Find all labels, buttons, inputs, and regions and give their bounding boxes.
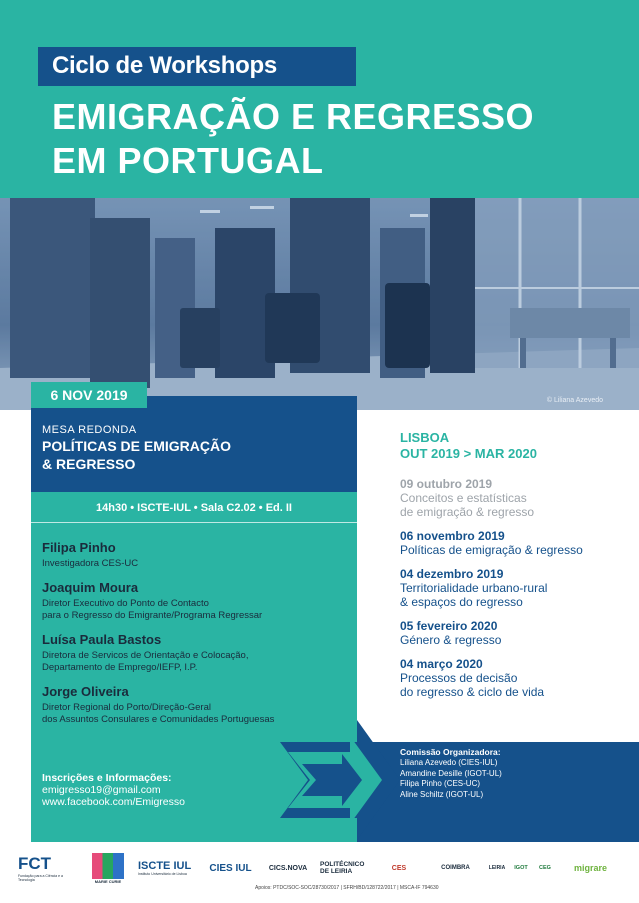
committee-member: Filipa Pinho (CES-UC) [400,779,481,788]
cicsnova-logo-text: CICS.NOVA [268,864,308,872]
session-date: 04 dezembro 2019 [400,567,504,581]
migrare-logo [563,848,618,888]
speaker-item [42,632,352,674]
speakers-list [42,540,352,736]
photo-credit: © Liliana Azevedo [546,397,603,404]
session-item [400,477,630,519]
marie-curie-logo [88,848,128,888]
speaker-role-line: dos Assuntos Consulares e Comunidades Portuguesas [42,714,275,725]
marie-curie-text: MARIE CURIE [94,878,122,884]
schedule-period: OUT 2019 > MAR 2020 [400,446,537,461]
session-topic: & espaços do regresso [400,595,523,609]
cies-logo-text: CIES IUL [209,862,252,874]
speaker-name: Jorge Oliveira [42,684,129,699]
speaker-role [42,650,352,674]
committee-member: Amandine Desille (IGOT-UL) [400,768,502,778]
contact-facebook-link[interactable]: www.facebook.com/Emigresso [42,796,185,808]
speaker-name: Luísa Paula Bastos [42,632,162,647]
title-line-2: EM PORTUGAL [52,140,324,181]
committee-heading: Comissão Organizadora: [400,747,501,757]
fct-logo-text: FCT [18,854,52,873]
session-topic: Políticas de emigração & regresso [400,543,583,557]
session-topic: do regresso & ciclo de vida [400,685,545,699]
ceg-logo-text: CEG [539,865,551,871]
session-date: 04 março 2020 [400,657,483,671]
session-item [400,567,630,609]
committee-member: Aline Schiltz (IGOT-UL) [400,789,484,799]
ces-logo-text: CES [391,864,407,872]
airport-photo-illustration [0,198,639,410]
speaker-item [42,540,352,570]
event-title [42,437,342,473]
speaker-role [42,598,352,622]
politecnico-logo-text: POLITÉCNICO DE LEIRIA [320,861,365,875]
session-topic: Conceitos e estatísticas [400,491,527,505]
committee-member: Liliana Azevedo (CIES-IUL) [400,758,498,767]
speaker-item [42,580,352,622]
session-topic: Género & regresso [400,633,502,647]
arrow-right-icon [280,720,400,840]
coimbra-logo [428,848,483,888]
session-date: 05 fevereiro 2020 [400,619,498,633]
session-date: 06 novembro 2019 [400,529,505,543]
event-time-place: 14h30 • ISCTE-IUL • Sala C2.02 • Ed. II [96,502,292,514]
contacts-heading: Inscrições e Informações: [42,772,172,784]
airport-photo [0,198,639,410]
fct-logo [18,848,78,888]
speaker-role-line: para o Regresso do Emigrante/Programa Regressar [42,610,263,621]
contacts-block [42,772,272,808]
cies-logo [203,848,258,888]
cicsnova-logo [263,848,313,888]
series-label: Ciclo de Workshops [52,52,277,79]
event-title-line-2: & REGRESSO [42,456,136,472]
divider [31,522,357,523]
session-item [400,657,630,699]
fct-logo-subtext: Fundação para a Ciência e a Tecnologia [18,874,63,882]
sponsor-logos [18,848,623,888]
igot-logo-text: IGOT [514,865,528,871]
session-item [400,619,630,647]
speaker-role-line: Diretor Executivo do Ponto de Contacto [42,598,209,609]
speaker-role [42,558,352,570]
ceg-logo [534,848,556,888]
speaker-role-line: Investigadora CES-UC [42,558,139,569]
contact-email-link[interactable]: emigresso19@gmail.com [42,784,161,796]
iscte-logo-text: ISCTE IUL [138,860,192,872]
session-item [400,529,630,557]
funding-note: Apoios: PTDC/SOC-SOC/28730/2017 | SFRH/BD/128722/2017 | MSCA-IF 794630 [255,885,439,891]
speaker-role-line: Diretora de Servicos de Orientação e Colocação, [42,650,249,661]
marie-curie-mark [92,853,124,879]
session-date: 09 outubro 2019 [400,477,493,491]
leiria-logo [486,848,508,888]
speaker-name: Filipa Pinho [42,540,116,555]
leiria-logo-text: LEIRIA [488,865,506,871]
sessions-list [400,477,630,709]
session-topic: Territorialidade urbano-rural [400,581,548,595]
coimbra-logo-text: COIMBRA [441,865,470,871]
page-title [52,95,632,183]
speaker-role-line: Diretor Regional do Porto/Direção-Geral [42,702,211,713]
event-title-line-1: POLÍTICAS DE EMIGRAÇÃO [42,438,232,454]
schedule-heading [400,430,537,462]
ces-logo [383,848,415,888]
session-topic: Processos de decisão [400,671,518,685]
speaker-name: Joaquim Moura [42,580,139,595]
committee-block [400,747,630,800]
event-type: MESA REDONDA [42,424,137,436]
event-date-badge: 6 NOV 2019 [31,382,147,408]
session-topic: de emigração & regresso [400,505,535,519]
speaker-role-line: Departamento de Emprego/IEFP, I.P. [42,662,198,673]
iscte-logo [138,848,198,888]
title-line-1: EMIGRAÇÃO E REGRESSO [52,96,535,137]
migrare-logo-text: migrare [573,863,608,873]
schedule-city: LISBOA [400,430,450,445]
igot-logo [510,848,532,888]
politecnico-logo [320,848,375,888]
iscte-logo-subtext: Instituto Universitário de Lisboa [138,872,187,876]
